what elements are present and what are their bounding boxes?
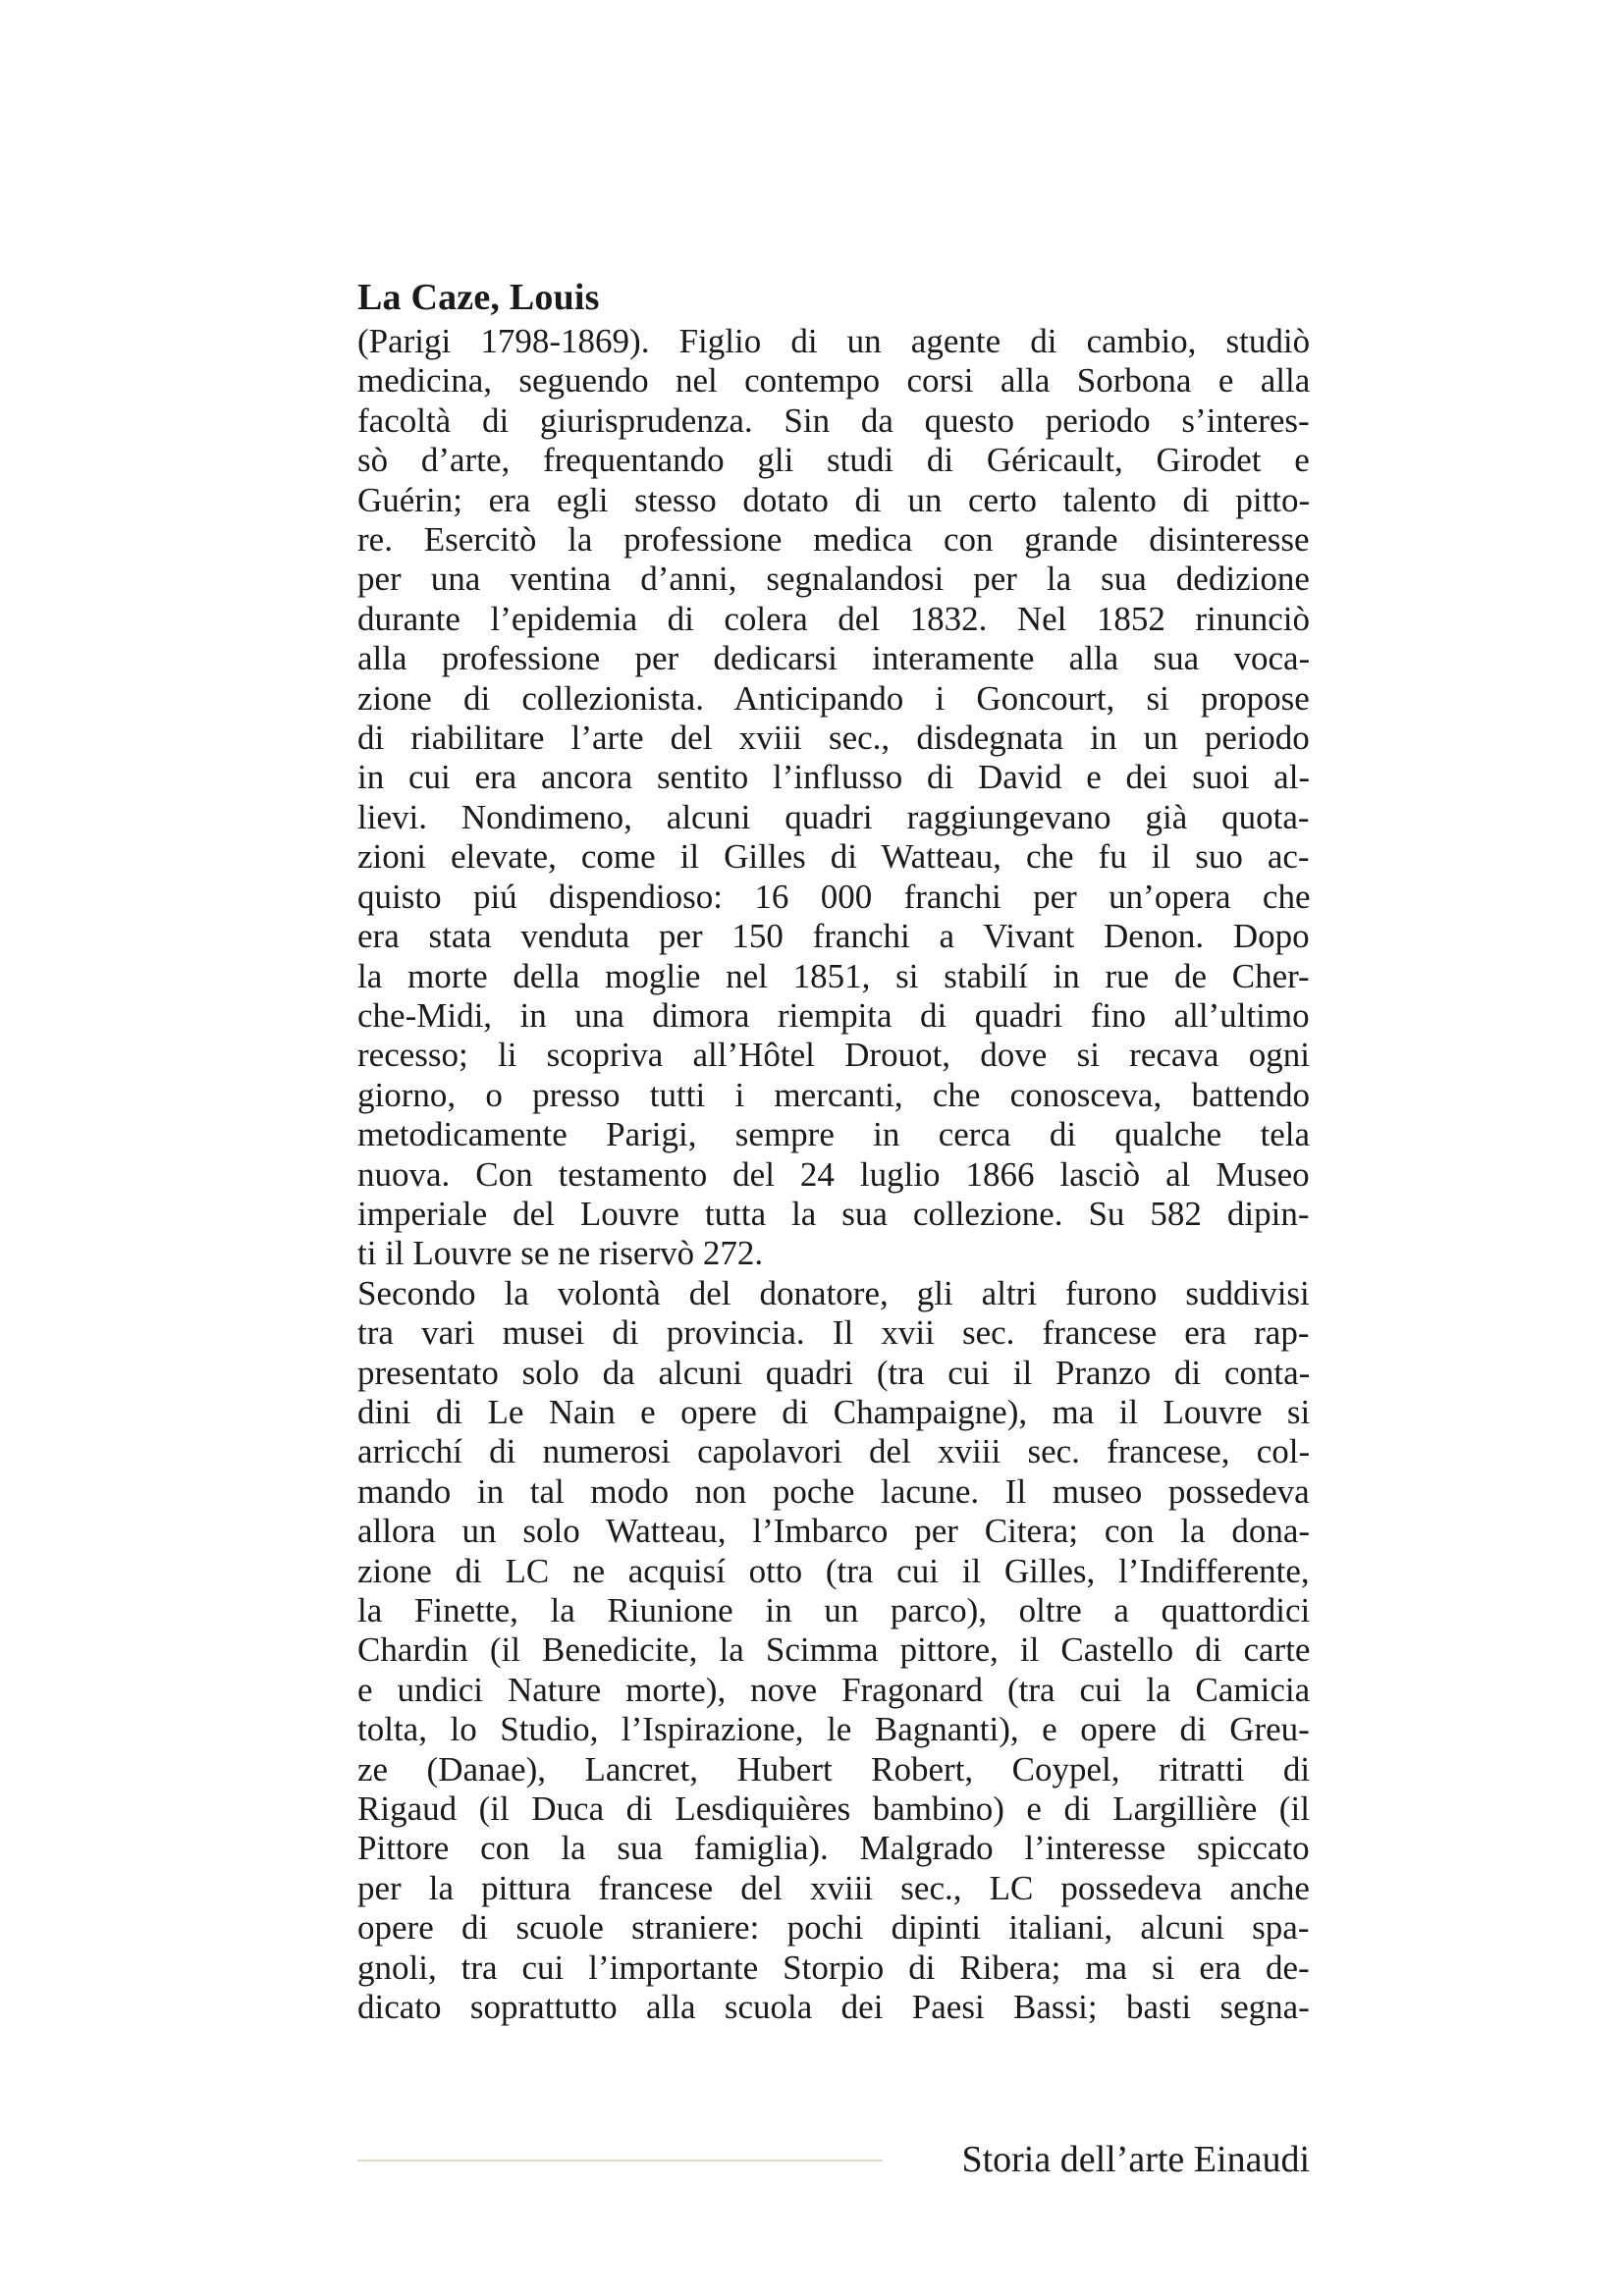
text-line: la Finette, la Riunione in un parco), oltre a quattordici xyxy=(357,1591,1311,1629)
text-line: quisto piú dispendioso: 16 000 franchi per un’opera che xyxy=(357,877,1311,916)
text-line: imperiale del Louvre tutta la sua collezione. Su 582 dipin- xyxy=(357,1194,1310,1233)
encyclopedia-entry xyxy=(357,273,1310,2027)
text-line: mando in tal modo non poche lacune. Il museo possedeva xyxy=(357,1471,1310,1511)
text-line: opere di scuole straniere: pochi dipinti italiani, alcuni spa- xyxy=(357,1908,1310,1948)
text-line: metodicamente Parigi, sempre in cerca di qualche tela xyxy=(357,1115,1311,1154)
text-line: Chardin (il Benedicite, la Scimma pittore, il Castello di carte xyxy=(357,1630,1311,1670)
entry-body xyxy=(357,322,1310,2027)
text-line: sò d’arte, frequentando gli studi di Géricault, Girodet e xyxy=(357,441,1310,480)
text-line: di riabilitare l’arte del xviii sec., disdegnata in un periodo xyxy=(357,719,1310,758)
text-line: medicina, seguendo nel contempo corsi alla Sorbona e alla xyxy=(357,361,1311,400)
text-line: tolta, lo Studio, l’Ispirazione, le Bagnanti), e opere di Greu- xyxy=(357,1710,1310,1749)
text-line: alla professione per dedicarsi interamente alla sua voca- xyxy=(357,639,1311,678)
entry-title: La Caze, Louis xyxy=(357,277,600,318)
text-line: tra vari musei di provincia. Il xvii sec. francese era rap- xyxy=(357,1313,1310,1353)
text-line: recesso; li scopriva all’Hôtel Drouot, dove si recava ogni xyxy=(357,1036,1310,1075)
text-line: arricchí di numerosi capolavori del xviii sec. francese, col- xyxy=(357,1432,1311,1471)
text-line: Guérin; era egli stesso dotato di un certo talento di pitto- xyxy=(357,480,1311,519)
text-line: durante l’epidemia di colera del 1832. Nel 1852 rinunciò xyxy=(357,599,1310,638)
footer-divider xyxy=(357,2160,883,2162)
text-line: allora un solo Watteau, l’Imbarco per Citera; con la dona- xyxy=(357,1512,1311,1551)
text-line: dini di Le Nain e opere di Champaigne), ma il Louvre si xyxy=(357,1392,1311,1431)
text-line: zione di LC ne acquisí otto (tra cui il Gilles, l’Indifferente, xyxy=(357,1551,1310,1590)
text-line: lievi. Nondimeno, alcuni quadri raggiungevano già quota- xyxy=(357,797,1310,836)
text-line: Secondo la volontà del donatore, gli altri furono suddivisi xyxy=(357,1273,1310,1312)
text-line: ti il Louvre se ne riservò 272. xyxy=(357,1234,764,1273)
text-line: nuova. Con testamento del 24 luglio 1866 lasciò al Museo xyxy=(357,1154,1310,1194)
footer-publication-title: Storia dell’arte Einaudi xyxy=(961,2139,1310,2180)
text-line: gnoli, tra cui l’importante Storpio di Ribera; ma si era de- xyxy=(357,1948,1310,1987)
text-line: in cui era ancora sentito l’influsso di David e dei suoi al- xyxy=(357,758,1311,797)
text-line: presentato solo da alcuni quadri (tra cui il Pranzo di conta- xyxy=(357,1353,1311,1392)
text-line: re. Esercitò la professione medica con grande disinteresse xyxy=(357,520,1310,560)
text-line: Pittore con la sua famiglia). Malgrado l’interesse spiccato xyxy=(357,1829,1310,1868)
text-line: zione di collezionista. Anticipando i Goncourt, si propose xyxy=(357,678,1310,718)
text-line: dicato soprattutto alla scuola dei Paesi Bassi; basti segna- xyxy=(357,1988,1310,2027)
text-line: era stata venduta per 150 franchi a Vivant Denon. Dopo xyxy=(357,917,1310,956)
text-line: (Parigi 1798-1869). Figlio di un agente di cambio, studiò xyxy=(357,322,1311,360)
text-line: facoltà di giurisprudenza. Sin da questo periodo s’interes- xyxy=(357,400,1310,440)
text-line: ze (Danae), Lancret, Hubert Robert, Coypel, ritratti di xyxy=(357,1749,1311,1789)
text-line: zioni elevate, come il Gilles di Watteau, che fu il suo ac- xyxy=(357,837,1310,877)
text-line: per una ventina d’anni, segnalandosi per la sua dedizione xyxy=(357,560,1310,599)
text-line: giorno, o presso tutti i mercanti, che conosceva, battendo xyxy=(357,1075,1310,1114)
text-line: la morte della moglie nel 1851, si stabilí in rue de Cher- xyxy=(357,956,1310,995)
text-line: per la pittura francese del xviii sec., LC possedeva anche xyxy=(357,1868,1310,1907)
text-line: e undici Nature morte), nove Fragonard (tra cui la Camicia xyxy=(357,1670,1311,1709)
text-line: che-Midi, in una dimora riempita di quadri fino all’ultimo xyxy=(357,995,1310,1035)
text-line: Rigaud (il Duca di Lesdiquières bambino) e di Largillière (il xyxy=(357,1789,1310,1829)
